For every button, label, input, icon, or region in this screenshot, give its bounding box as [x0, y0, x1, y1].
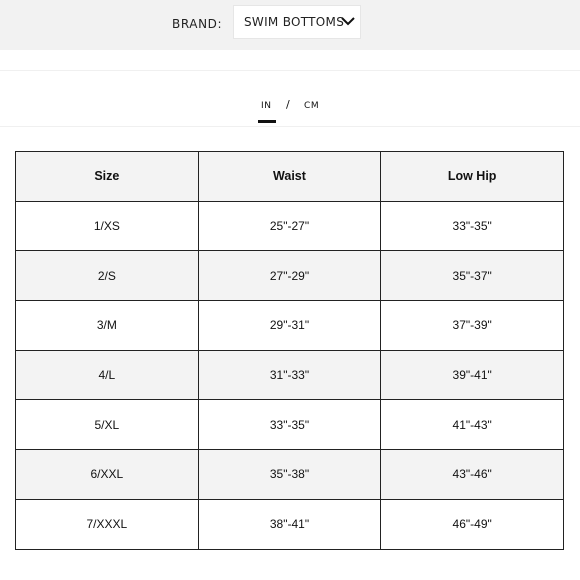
cell-waist: 25"-27" [198, 201, 381, 251]
cell-low-hip: 46"-49" [381, 499, 564, 549]
cell-size: 6/XXL [16, 450, 199, 500]
cell-size: 1/XS [16, 201, 199, 251]
unit-active-indicator [258, 120, 276, 123]
table-row [16, 450, 564, 500]
cell-low-hip: 43"-46" [381, 450, 564, 500]
table-row [16, 400, 564, 450]
cell-size: 5/XL [16, 400, 199, 450]
header-low-hip: Low Hip [381, 152, 564, 202]
cell-waist: 27"-29" [198, 251, 381, 301]
cell-low-hip: 37"-39" [381, 301, 564, 351]
header-waist: Waist [198, 152, 381, 202]
units-toggle [258, 96, 328, 126]
table-row [16, 251, 564, 301]
chevron-down-icon [341, 16, 355, 26]
cell-waist: 29"-31" [198, 301, 381, 351]
size-chart-table [15, 151, 564, 550]
brand-label: BRAND: [172, 17, 223, 31]
cell-low-hip: 41"-43" [381, 400, 564, 450]
cell-size: 2/S [16, 251, 199, 301]
brand-select[interactable] [233, 5, 361, 39]
brand-select-value: SWIM BOTTOMS [244, 15, 345, 29]
cell-waist: 31"-33" [198, 350, 381, 400]
cell-low-hip: 33"-35" [381, 201, 564, 251]
unit-in-tab[interactable]: IN [261, 101, 272, 111]
cell-size: 7/XXXL [16, 499, 199, 549]
table-row [16, 499, 564, 549]
filter-bar [0, 0, 580, 50]
unit-separator: / [286, 98, 290, 111]
unit-cm-tab[interactable]: CM [304, 101, 320, 111]
cell-size: 4/L [16, 350, 199, 400]
cell-low-hip: 35"-37" [381, 251, 564, 301]
cell-low-hip: 39"-41" [381, 350, 564, 400]
header-size: Size [16, 152, 199, 202]
divider [0, 126, 580, 127]
table-row [16, 350, 564, 400]
table-row [16, 301, 564, 351]
divider [0, 70, 580, 71]
cell-waist: 33"-35" [198, 400, 381, 450]
cell-size: 3/M [16, 301, 199, 351]
cell-waist: 35"-38" [198, 450, 381, 500]
cell-waist: 38"-41" [198, 499, 381, 549]
table-row [16, 201, 564, 251]
table-header-row [16, 152, 564, 202]
